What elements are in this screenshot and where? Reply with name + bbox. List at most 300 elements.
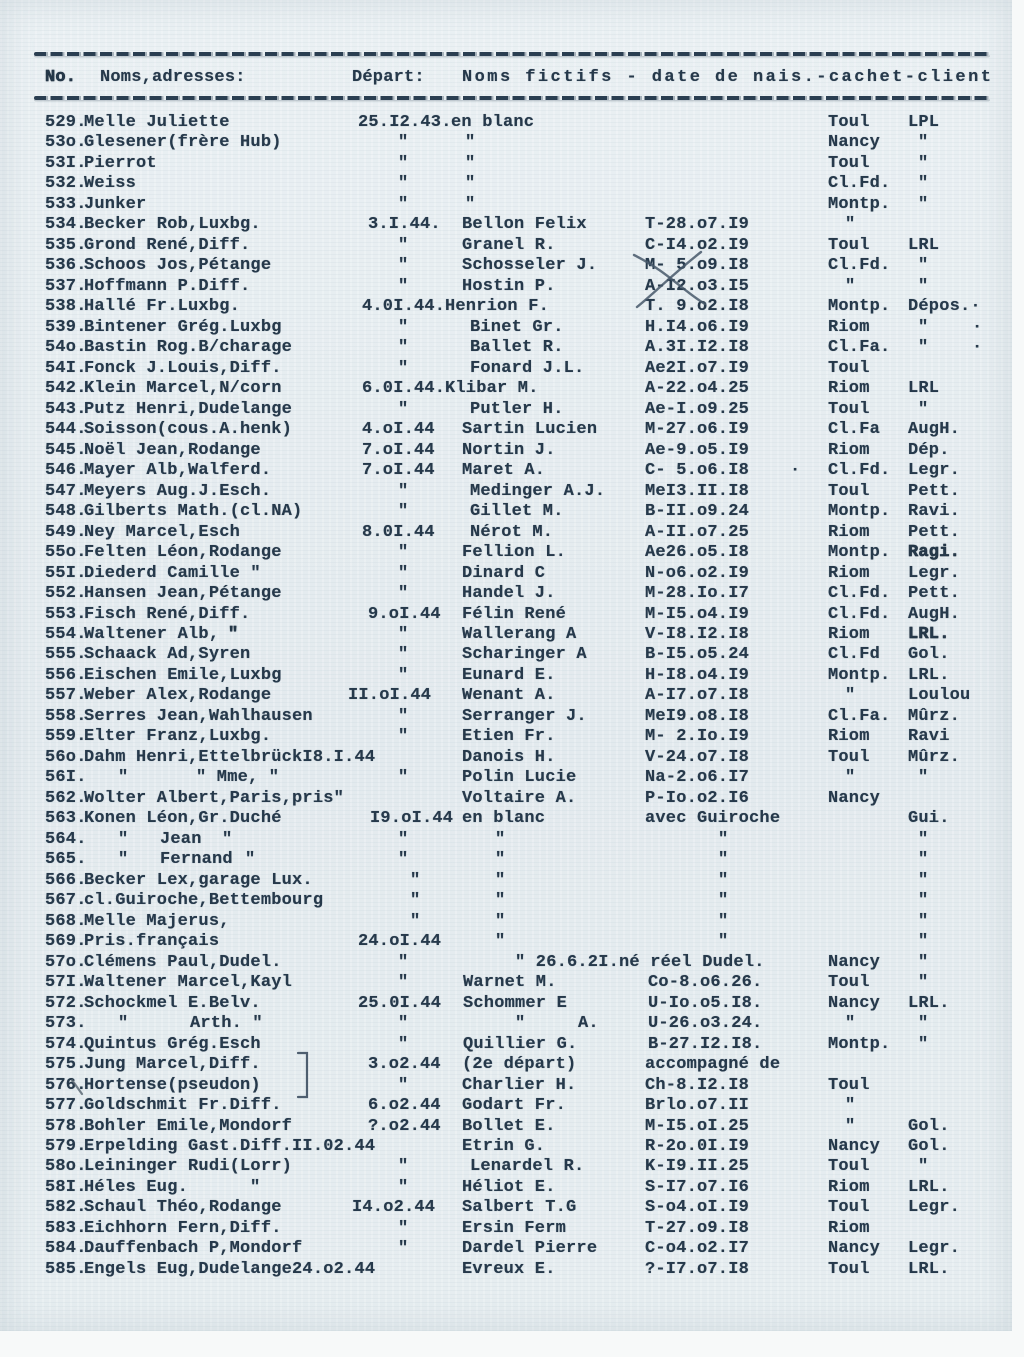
row-cell: " xyxy=(718,850,729,869)
row-cell: 25.0I.44 xyxy=(358,994,442,1013)
row-cell: Hallé Fr.Luxbg. xyxy=(84,297,241,316)
row-cell: Clémens Paul,Dudel. xyxy=(84,953,282,972)
row-cell: Héles Eug. xyxy=(84,1178,189,1197)
row-cell: 6.0I.44. xyxy=(362,379,446,398)
row-cell: B-27.I2.I8. xyxy=(648,1035,763,1054)
row-cell: " xyxy=(718,830,729,849)
divider-line-top xyxy=(34,52,990,56)
row-cell: 566. xyxy=(45,871,87,890)
row-cell: Maret A. xyxy=(462,461,546,480)
row-cell: Lenardel R. xyxy=(470,1157,585,1176)
row-cell: " xyxy=(250,1178,261,1197)
row-cell: M-I5.oI.25 xyxy=(645,1117,750,1136)
row-cell: U-Io.o5.I8. xyxy=(648,994,763,1013)
row-cell: Toul xyxy=(828,1076,870,1095)
row-cell: Felten Léon,Rodange xyxy=(84,543,282,562)
row-cell: LPL xyxy=(908,113,940,132)
row-cell: Loulou xyxy=(908,686,971,705)
row-cell: Erpelding Gast.Diff.II.02.44 xyxy=(84,1137,376,1156)
row-cell: LRL xyxy=(908,379,940,398)
row-cell: Toul xyxy=(828,1157,870,1176)
row-cell: 548. xyxy=(45,502,87,521)
row-cell: " xyxy=(398,482,409,501)
row-cell: A-22.o4.25 xyxy=(645,379,750,398)
row-cell: en blanc xyxy=(462,809,546,828)
row-cell: Waltener Marcel,Kayl xyxy=(84,973,293,992)
row-cell: Hortense(pseudon) xyxy=(84,1076,261,1095)
row-cell: " xyxy=(845,1096,856,1115)
row-cell: 573. xyxy=(45,1014,87,1033)
row-cell: Quillier G. xyxy=(463,1035,578,1054)
row-cell: " xyxy=(845,686,856,705)
row-cell: " xyxy=(845,215,856,234)
row-cell: Dép. xyxy=(908,441,950,460)
row-cell: Jung Marcel,Diff. xyxy=(84,1055,261,1074)
row-cell: " xyxy=(398,133,409,152)
row-cell: " xyxy=(398,1014,409,1033)
row-cell: 538. xyxy=(45,297,87,316)
row-cell: Legr. xyxy=(908,1198,961,1217)
row-cell: Gilberts Math.(cl.NA) xyxy=(84,502,303,521)
row-cell: M- 2.Io.I9 xyxy=(645,727,750,746)
row-cell: II.oI.44 xyxy=(348,686,432,705)
row-cell: " xyxy=(845,768,856,787)
row-cell: Pett. xyxy=(908,482,961,501)
row-cell: avec Guiroche xyxy=(645,809,781,828)
row-cell: Fellion L. xyxy=(462,543,567,562)
row-cell: Jean xyxy=(160,830,202,849)
row-cell: Mûrz. xyxy=(908,748,961,767)
row-cell: " xyxy=(398,645,409,664)
row-cell: 584. xyxy=(45,1239,87,1258)
row-cell: Danois H. xyxy=(462,748,556,767)
row-cell: Riom xyxy=(828,379,870,398)
row-cell: en blanc xyxy=(451,113,535,132)
row-cell: Eichhorn Fern,Diff. xyxy=(84,1219,282,1238)
header-cell: Noms,adresses: xyxy=(100,68,246,87)
row-cell: Nancy xyxy=(828,994,881,1013)
row-cell: " xyxy=(918,277,929,296)
row-cell: 583. xyxy=(45,1219,87,1238)
row-cell: 539. xyxy=(45,318,87,337)
row-cell: B-II.o9.24 xyxy=(645,502,750,521)
row-cell: " xyxy=(410,912,421,931)
row-cell: T-28.o7.I9 xyxy=(645,215,750,234)
row-cell: 534. xyxy=(45,215,87,234)
row-cell: Gol. xyxy=(908,645,950,664)
row-cell: " xyxy=(398,1178,409,1197)
row-cell: Becker Lex,garage Lux. xyxy=(84,871,313,890)
row-cell: " xyxy=(398,1157,409,1176)
row-cell: 54o. xyxy=(45,338,87,357)
row-cell: " xyxy=(718,871,729,890)
row-cell: Nérot M. xyxy=(470,523,554,542)
row-cell: " xyxy=(398,543,409,562)
row-cell: Riom xyxy=(828,318,870,337)
row-cell: Dardel Pierre xyxy=(462,1239,598,1258)
row-cell: 559. xyxy=(45,727,87,746)
row-cell: Scharinger A xyxy=(462,645,587,664)
row-cell: 53o. xyxy=(45,133,87,152)
row-cell: Toul xyxy=(828,113,870,132)
row-cell: 57o. xyxy=(45,953,87,972)
row-cell: Legr. xyxy=(908,564,961,583)
row-cell: Nancy xyxy=(828,1239,881,1258)
row-cell: 543. xyxy=(45,400,87,419)
row-cell: 568. xyxy=(45,912,87,931)
row-cell: " xyxy=(398,727,409,746)
row-cell: Putz Henri,Dudelange xyxy=(84,400,293,419)
row-cell: 55o. xyxy=(45,543,87,562)
row-cell: 55I. xyxy=(45,564,87,583)
row-cell: Fernand xyxy=(160,850,233,869)
row-cell: R-2o.0I.I9 xyxy=(645,1137,750,1156)
row-cell: " xyxy=(465,195,476,214)
row-cell: " xyxy=(398,1239,409,1258)
row-cell: " xyxy=(495,912,506,931)
row-cell: P-Io.o2.I6 xyxy=(645,789,750,808)
row-cell: " xyxy=(495,932,506,951)
row-cell: Elter Franz,Luxbg. xyxy=(84,727,272,746)
row-cell: Serranger J. xyxy=(462,707,587,726)
row-cell: Nancy xyxy=(828,789,881,808)
row-cell: " xyxy=(845,277,856,296)
row-cell: V-24.o7.I8 xyxy=(645,748,750,767)
row-cell: 544. xyxy=(45,420,87,439)
row-cell: Legr. xyxy=(908,1239,961,1258)
row-cell: 542. xyxy=(45,379,87,398)
row-cell: Schoos Jos,Pétange xyxy=(84,256,272,275)
row-cell: 4.0I.44. xyxy=(362,297,446,316)
row-cell: Handel J. xyxy=(462,584,556,603)
row-cell: Gol. xyxy=(908,1137,950,1156)
row-cell: 3.o2.44 xyxy=(368,1055,441,1074)
row-cell: 577. xyxy=(45,1096,87,1115)
row-cell: T. 9.o2.I8 xyxy=(645,297,750,316)
row-cell: " xyxy=(398,666,409,685)
row-cell: · xyxy=(972,318,983,337)
row-cell: Voltaire A. xyxy=(462,789,577,808)
row-cell: Eunard E. xyxy=(462,666,556,685)
row-cell: Toul xyxy=(828,400,870,419)
row-cell: ?-I7.o7.I8 xyxy=(645,1260,750,1279)
row-cell: Hoffmann P.Diff. xyxy=(84,277,251,296)
row-cell: 57I. xyxy=(45,973,87,992)
row-cell: 7.oI.44 xyxy=(362,461,435,480)
row-cell: Fonard J.L. xyxy=(470,359,585,378)
row-cell: A.3I.I2.I8 xyxy=(645,338,750,357)
row-cell: A-I2.o3.I5 xyxy=(645,277,750,296)
row-cell: " xyxy=(398,564,409,583)
row-cell: " xyxy=(398,359,409,378)
row-cell: Ravi. xyxy=(908,502,961,521)
row-cell: Pierrot xyxy=(84,154,157,173)
row-cell: " xyxy=(398,707,409,726)
row-cell: Noël Jean,Rodange xyxy=(84,441,261,460)
row-cell: " xyxy=(398,236,409,255)
row-cell: B-I5.o5.24 xyxy=(645,645,750,664)
row-cell: " xyxy=(398,318,409,337)
row-cell: Dauffenbach P,Mondorf xyxy=(84,1239,303,1258)
row-cell: " xyxy=(918,1014,929,1033)
row-cell: " xyxy=(398,1035,409,1054)
row-cell: " xyxy=(398,953,409,972)
row-cell: " xyxy=(465,154,476,173)
header-cell: Départ: xyxy=(352,68,425,87)
row-cell: " xyxy=(398,584,409,603)
row-cell: I9.oI.44 xyxy=(370,809,454,828)
row-cell: Ragi. xyxy=(908,543,961,562)
row-cell: Cl.Fa. xyxy=(828,707,891,726)
row-cell: " xyxy=(398,338,409,357)
row-cell: Riom xyxy=(828,1219,870,1238)
row-cell: 3.I.44. xyxy=(368,215,441,234)
row-cell: 58I. xyxy=(45,1178,87,1197)
row-cell: M- 5.o9.I8 xyxy=(645,256,750,275)
row-cell: 24.oI.44 xyxy=(358,932,442,951)
row-cell: 58o. xyxy=(45,1157,87,1176)
row-cell: MeI9.o8.I8 xyxy=(645,707,750,726)
row-cell: C-o4.o2.I7 xyxy=(645,1239,750,1258)
row-cell: Riom xyxy=(828,727,870,746)
header-cell: Noms fictifs - date de nais.-cachet-client xyxy=(462,68,994,87)
row-cell: 556. xyxy=(45,666,87,685)
row-cell: Engels Eug,Dudelange24.o2.44 xyxy=(84,1260,376,1279)
row-cell: Montp. xyxy=(828,195,891,214)
row-cell: " xyxy=(918,932,929,951)
row-cell: 56I. xyxy=(45,768,87,787)
row-cell: Serres Jean,Wahlhausen xyxy=(84,707,313,726)
row-cell: 4.oI.44 xyxy=(362,420,435,439)
row-cell: Cl.Fd. xyxy=(828,605,891,624)
row-cell: Grond René,Diff. xyxy=(84,236,251,255)
row-cell: 536. xyxy=(45,256,87,275)
row-cell: Wolter Albert,Paris,pris" xyxy=(84,789,345,808)
row-cell: Dépos.· xyxy=(908,297,981,316)
row-cell: Montp. xyxy=(828,543,891,562)
row-cell: " xyxy=(845,1014,856,1033)
row-cell: Weber Alex,Rodange xyxy=(84,686,272,705)
row-cell: Nortin J. xyxy=(462,441,556,460)
row-cell: ?.o2.44 xyxy=(368,1117,441,1136)
row-cell: Montp. xyxy=(828,297,891,316)
row-cell: " xyxy=(918,400,929,419)
row-cell: 554. xyxy=(45,625,87,644)
row-cell: accompagné de xyxy=(645,1055,781,1074)
row-cell: " xyxy=(398,625,409,644)
row-cell: Junker xyxy=(84,195,147,214)
row-cell: Montp. xyxy=(828,502,891,521)
row-cell: Binet Gr. xyxy=(470,318,564,337)
row-cell: Toul xyxy=(828,1198,870,1217)
row-cell: Co-8.o6.26. xyxy=(648,973,763,992)
row-cell: Soisson(cous.A.henk) xyxy=(84,420,293,439)
row-cell: 9.oI.44 xyxy=(368,605,441,624)
row-cell: Glesener(frère Hub) xyxy=(84,133,282,152)
row-cell: Godart Fr. xyxy=(462,1096,567,1115)
row-cell: " xyxy=(918,174,929,193)
row-cell: · xyxy=(790,461,801,480)
row-cell: N-o6.o2.I9 xyxy=(645,564,750,583)
row-cell: Riom xyxy=(828,1178,870,1197)
row-cell: · xyxy=(972,338,983,357)
row-cell: Schockmel E.Belv. xyxy=(84,994,261,1013)
row-cell: Gui. xyxy=(908,809,950,828)
row-cell: Ae-9.o5.I9 xyxy=(645,441,750,460)
row-cell: Bollet E. xyxy=(462,1117,556,1136)
row-cell: Wenant A. xyxy=(462,686,556,705)
row-cell: " xyxy=(398,400,409,419)
row-cell: Etrin G. xyxy=(462,1137,546,1156)
row-cell: Warnet M. xyxy=(463,973,557,992)
row-cell: Nancy xyxy=(828,133,881,152)
row-cell: M-28.Io.I7 xyxy=(645,584,750,603)
row-cell: H-I8.o4.I9 xyxy=(645,666,750,685)
row-cell: Pett. xyxy=(908,523,961,542)
row-cell: 553. xyxy=(45,605,87,624)
row-cell: " xyxy=(718,932,729,951)
row-cell: Goldschmit Fr.Diff. xyxy=(84,1096,282,1115)
row-cell: Bellon Felix xyxy=(462,215,587,234)
row-cell: K-I9.II.25 xyxy=(645,1157,750,1176)
row-cell: Toul xyxy=(828,482,870,501)
row-cell: 8.0I.44 xyxy=(362,523,435,542)
row-cell: Schommer E xyxy=(463,994,568,1013)
row-cell: LRL xyxy=(908,236,940,255)
row-cell: Sartin Lucien xyxy=(462,420,598,439)
row-cell: " xyxy=(495,891,506,910)
row-cell: 564. xyxy=(45,830,87,849)
row-cell: Ravi xyxy=(908,727,950,746)
row-cell: Riom xyxy=(828,523,870,542)
row-cell: " xyxy=(398,1076,409,1095)
row-cell: Legr. xyxy=(908,461,961,480)
row-cell: Cl.Fd xyxy=(828,645,881,664)
row-cell: Etien Fr. xyxy=(462,727,556,746)
row-cell: " xyxy=(245,850,256,869)
row-cell: S-I7.o7.I6 xyxy=(645,1178,750,1197)
row-cell: Hostin P. xyxy=(462,277,556,296)
row-cell: Pett. xyxy=(908,584,961,603)
row-cell: Fonck J.Louis,Diff. xyxy=(84,359,282,378)
row-cell: 572. xyxy=(45,994,87,1013)
row-cell: " xyxy=(118,1014,129,1033)
row-cell: H.I4.o6.I9 xyxy=(645,318,750,337)
row-cell: 6.o2.44 xyxy=(368,1096,441,1115)
row-cell: " xyxy=(515,1014,526,1033)
row-cell: Pris.français xyxy=(84,932,220,951)
row-cell: Bohler Emile,Mondorf xyxy=(84,1117,293,1136)
handwritten-bracket xyxy=(298,1053,307,1097)
row-cell: Becker Rob,Luxbg. xyxy=(84,215,261,234)
row-cell: 7.oI.44 xyxy=(362,441,435,460)
row-cell: C-I4.o2.I9 xyxy=(645,236,750,255)
row-cell: 557. xyxy=(45,686,87,705)
row-cell: Putler H. xyxy=(470,400,564,419)
row-cell: Ae26.o5.I8 xyxy=(645,543,750,562)
row-cell: " xyxy=(495,850,506,869)
header-cell: No. xyxy=(45,68,77,87)
row-cell: 529. xyxy=(45,113,87,132)
row-cell: Melle Majerus, xyxy=(84,912,230,931)
row-cell: 562. xyxy=(45,789,87,808)
row-cell: Hansen Jean,Pétange xyxy=(84,584,282,603)
row-cell: Ae-I.o9.25 xyxy=(645,400,750,419)
row-cell: " xyxy=(410,871,421,890)
row-cell: " xyxy=(398,850,409,869)
row-cell: " xyxy=(228,625,239,644)
row-cell: " xyxy=(495,871,506,890)
row-cell: Cl.Fa xyxy=(828,420,881,439)
row-cell: " xyxy=(918,256,929,275)
row-cell: 565. xyxy=(45,850,87,869)
row-cell: 537. xyxy=(45,277,87,296)
row-cell: Montp. xyxy=(828,1035,891,1054)
row-cell: Cl.Fd. xyxy=(828,174,891,193)
row-cell: 578. xyxy=(45,1117,87,1136)
row-cell: " xyxy=(398,277,409,296)
row-cell: Medinger A.J. xyxy=(470,482,606,501)
row-cell: MeI3.II.I8 xyxy=(645,482,750,501)
row-cell: 569. xyxy=(45,932,87,951)
row-cell: " xyxy=(918,891,929,910)
row-cell: Leininger Rudi(Lorr) xyxy=(84,1157,293,1176)
row-cell: " xyxy=(845,1117,856,1136)
row-cell: U-26.o3.24. xyxy=(648,1014,763,1033)
row-cell: Nancy xyxy=(828,953,881,972)
row-cell: I4.o2.44 xyxy=(352,1198,436,1217)
row-cell: Eischen Emile,Luxbg xyxy=(84,666,282,685)
row-cell: " xyxy=(918,338,929,357)
row-cell: " xyxy=(918,154,929,173)
row-cell: Riom xyxy=(828,441,870,460)
row-cell: " xyxy=(222,830,233,849)
row-cell: Riom xyxy=(828,564,870,583)
row-cell: " xyxy=(398,195,409,214)
row-cell: Klibar M. xyxy=(445,379,539,398)
row-cell: " xyxy=(398,973,409,992)
row-cell: AugH. xyxy=(908,605,961,624)
row-cell: Dahm Henri,EttelbrückI8.I.44 xyxy=(84,748,376,767)
row-cell: Melle Juliette xyxy=(84,113,230,132)
row-cell: " xyxy=(918,871,929,890)
row-cell: 547. xyxy=(45,482,87,501)
row-cell: Montp. xyxy=(828,666,891,685)
row-cell: Cl.Fa. xyxy=(828,338,891,357)
row-cell: " xyxy=(718,891,729,910)
row-cell: " xyxy=(118,830,129,849)
row-cell: Gillet M. xyxy=(470,502,564,521)
row-cell: cl.Guiroche,Bettembourg xyxy=(84,891,324,910)
row-cell: Arth. " xyxy=(190,1014,263,1033)
row-cell: Bastin Rog.B/charage xyxy=(84,338,293,357)
row-cell: Salbert T.G xyxy=(462,1198,577,1217)
row-cell: Toul xyxy=(828,973,870,992)
row-cell: 53I. xyxy=(45,154,87,173)
row-cell: Ch-8.I2.I8 xyxy=(645,1076,750,1095)
row-cell: 555. xyxy=(45,645,87,664)
row-cell: Toul xyxy=(828,359,870,378)
row-cell: Ney Marcel,Esch xyxy=(84,523,241,542)
row-cell: (2e départ) xyxy=(462,1055,577,1074)
row-cell: 567. xyxy=(45,891,87,910)
row-cell: AugH. xyxy=(908,420,961,439)
row-cell: M-27.o6.I9 xyxy=(645,420,750,439)
row-cell: Granel R. xyxy=(462,236,556,255)
row-cell: Klein Marcel,N/corn xyxy=(84,379,282,398)
row-cell: Konen Léon,Gr.Duché xyxy=(84,809,282,828)
row-cell: Félin René xyxy=(462,605,567,624)
